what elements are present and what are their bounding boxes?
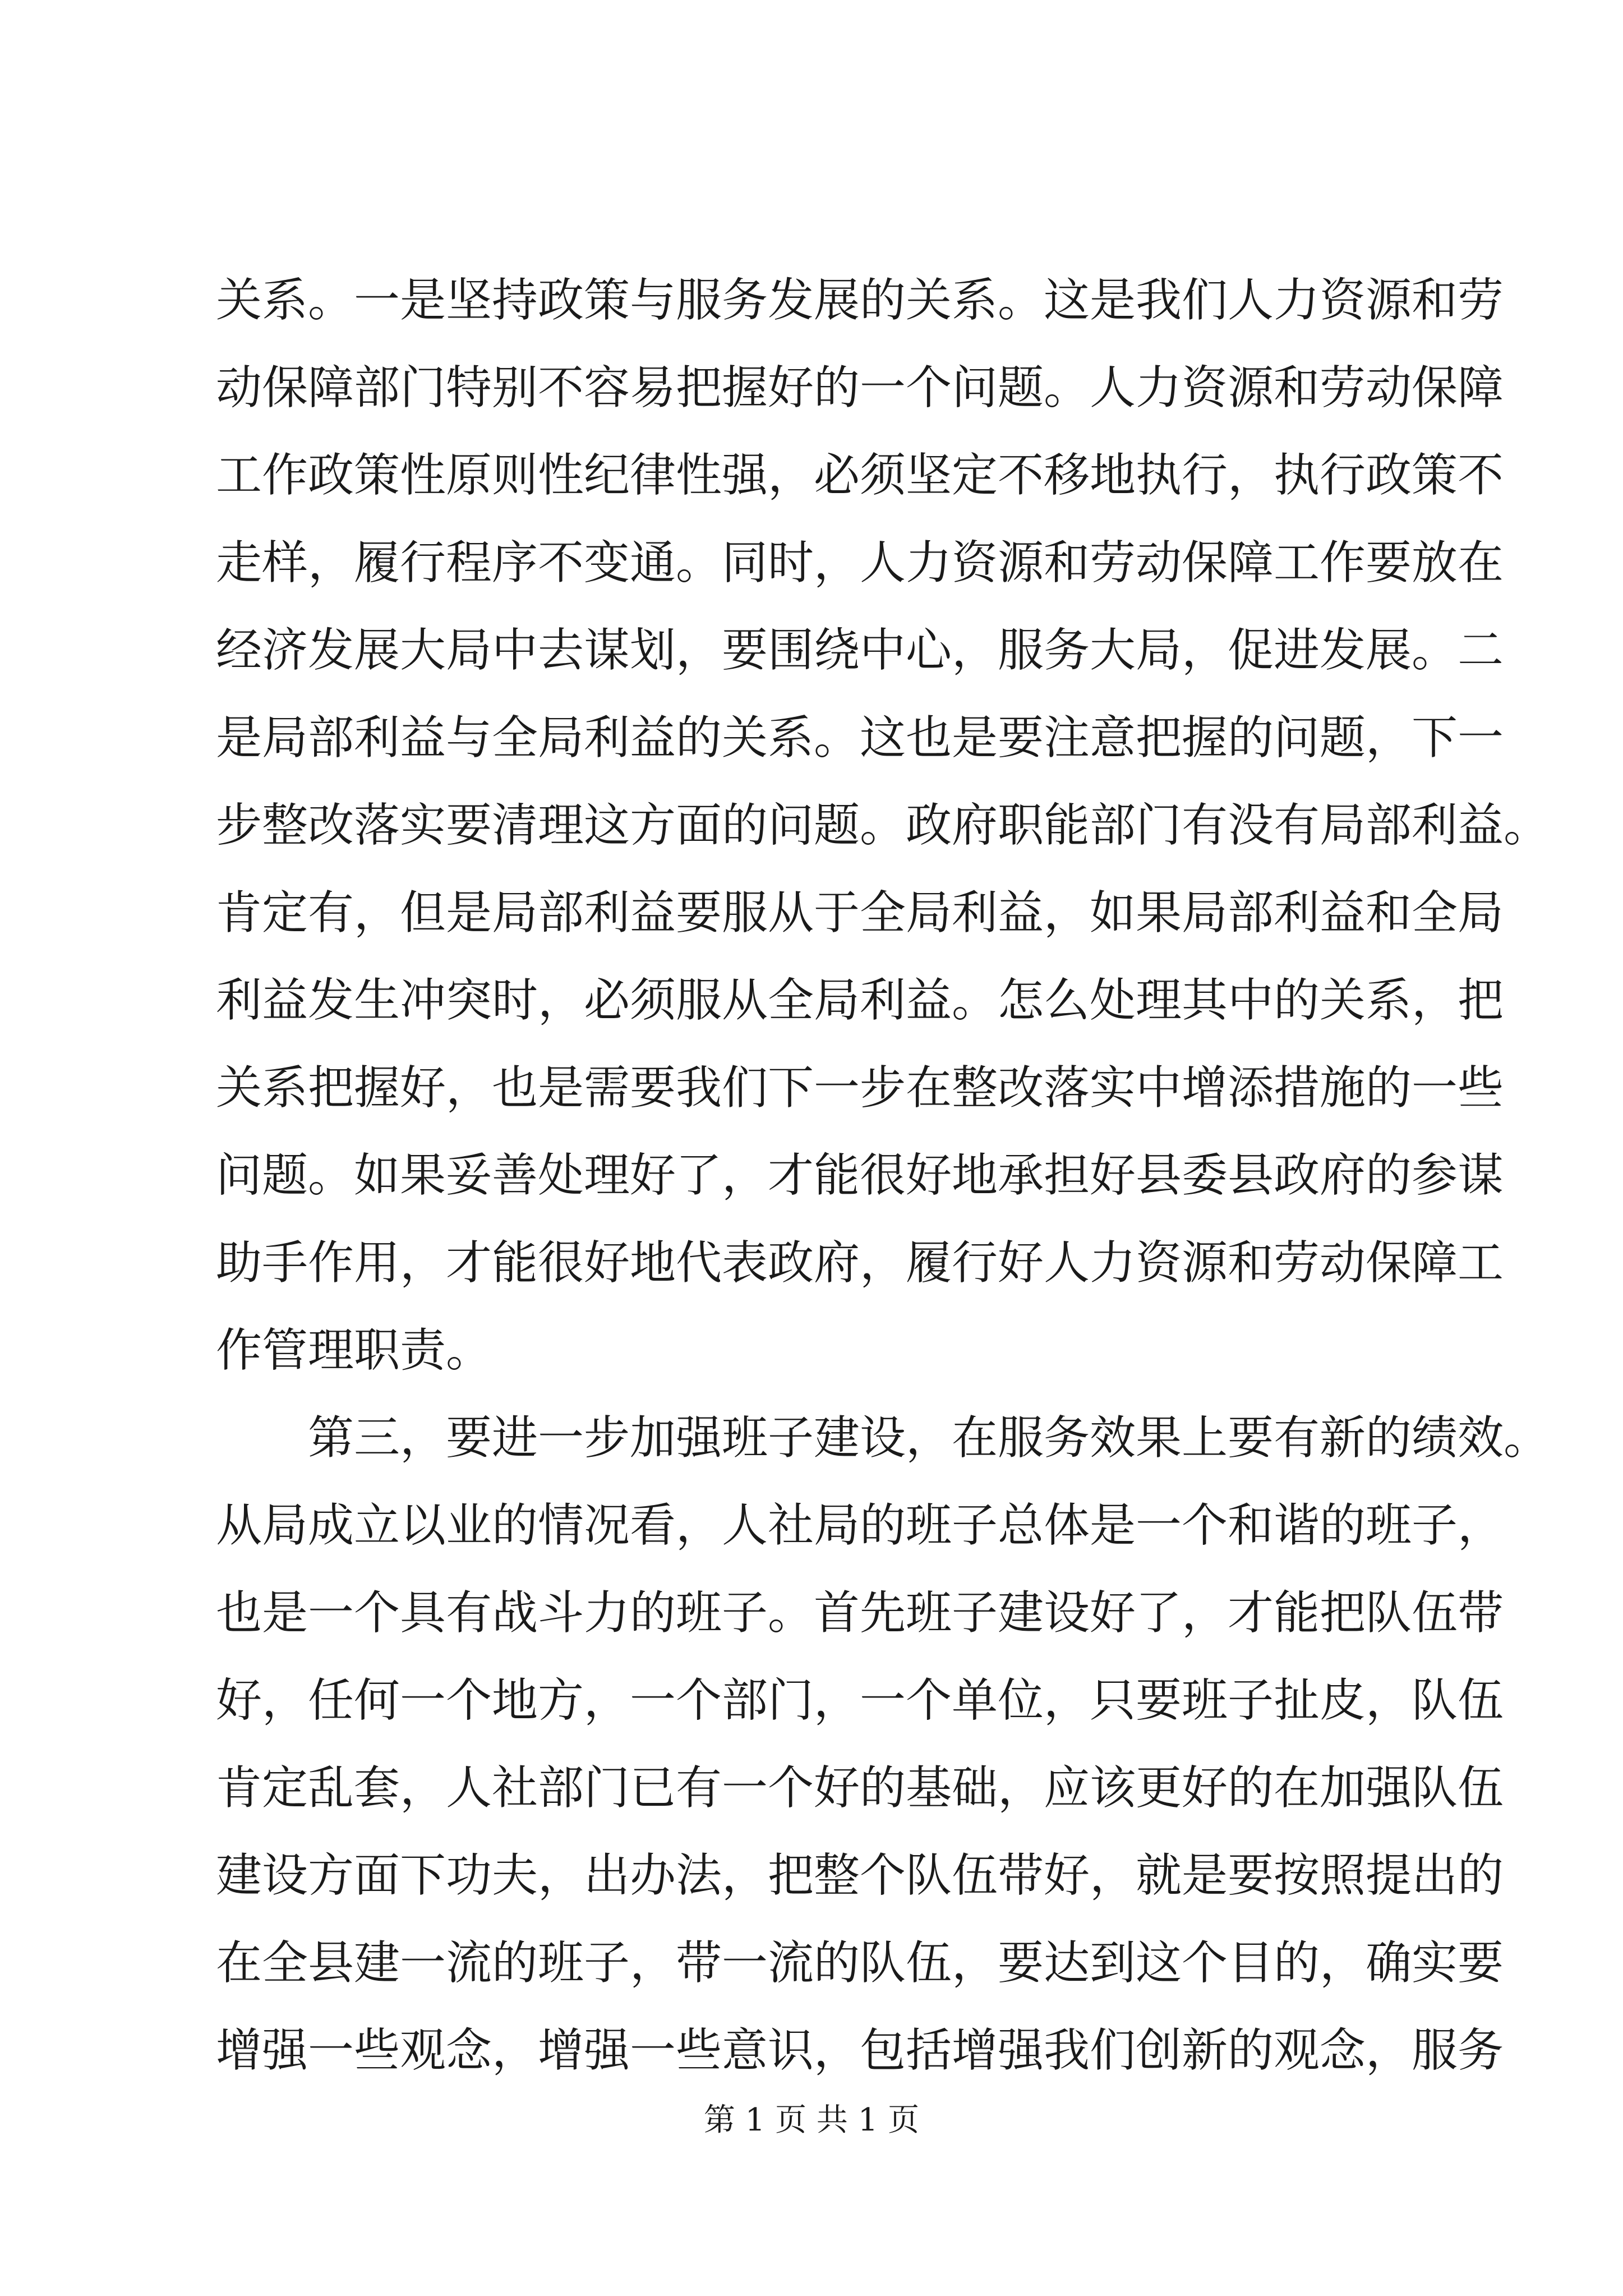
text-line: 关系把握好，也是需要我们下一步在整改落实中增添措施的一些 — [216, 1061, 1504, 1115]
text-line: 也是一个具有战斗力的班子。首先班子建设好了，才能把队伍带 — [216, 1586, 1504, 1640]
paragraph-first-line: 第三，要进一步加强班子建设，在服务效果上要有新的绩效。 — [308, 1411, 1550, 1465]
text-line: 动保障部门特别不容易把握好的一个问题。人力资源和劳动保障 — [216, 361, 1504, 415]
text-line: 关系。一是坚持政策与服务发展的关系。这是我们人力资源和劳 — [216, 274, 1504, 327]
text-line: 助手作用，才能很好地代表政府，履行好人力资源和劳动保障工 — [216, 1236, 1504, 1290]
text-line: 利益发生冲突时，必须服从全局利益。怎么处理其中的关系，把 — [216, 974, 1504, 1027]
text-line: 好，任何一个地方，一个部门，一个单位，只要班子扯皮，队伍 — [216, 1674, 1504, 1727]
text-line: 步整改落实要清理这方面的问题。政府职能部门有没有局部利益。 — [216, 799, 1550, 852]
text-line: 建设方面下功夫，出办法，把整个队伍带好，就是要按照提出的 — [216, 1849, 1504, 1902]
document-body — [216, 257, 1550, 2095]
text-line: 走样，履行程序不变通。同时，人力资源和劳动保障工作要放在 — [216, 536, 1504, 590]
text-line: 作管理职责。 — [216, 1324, 492, 1377]
page-footer — [0, 2098, 1623, 2143]
text-line: 增强一些观念，增强一些意识，包括增强我们创新的观念，服务 — [216, 2024, 1504, 2077]
text-line: 工作政策性原则性纪律性强，必须坚定不移地执行，执行政策不 — [216, 449, 1504, 502]
text-line: 是局部利益与全局利益的关系。这也是要注意把握的问题，下一 — [216, 711, 1504, 765]
text-line: 肯定乱套，人社部门已有一个好的基础，应该更好的在加强队伍 — [216, 1761, 1504, 1815]
page-number-label: 第 1 页 共 1 页 — [703, 2102, 920, 2138]
text-line: 肯定有，但是局部利益要服从于全局利益，如果局部利益和全局 — [216, 886, 1504, 940]
text-line: 问题。如果妥善处理好了，才能很好地承担好县委县政府的参谋 — [216, 1149, 1504, 1202]
text-line: 经济发展大局中去谋划，要围绕中心，服务大局，促进发展。二 — [216, 624, 1504, 677]
text-line: 在全县建一流的班子，带一流的队伍，要达到这个目的，确实要 — [216, 1936, 1504, 1990]
text-line: 从局成立以业的情况看，人社局的班子总体是一个和谐的班子， — [216, 1499, 1504, 1552]
